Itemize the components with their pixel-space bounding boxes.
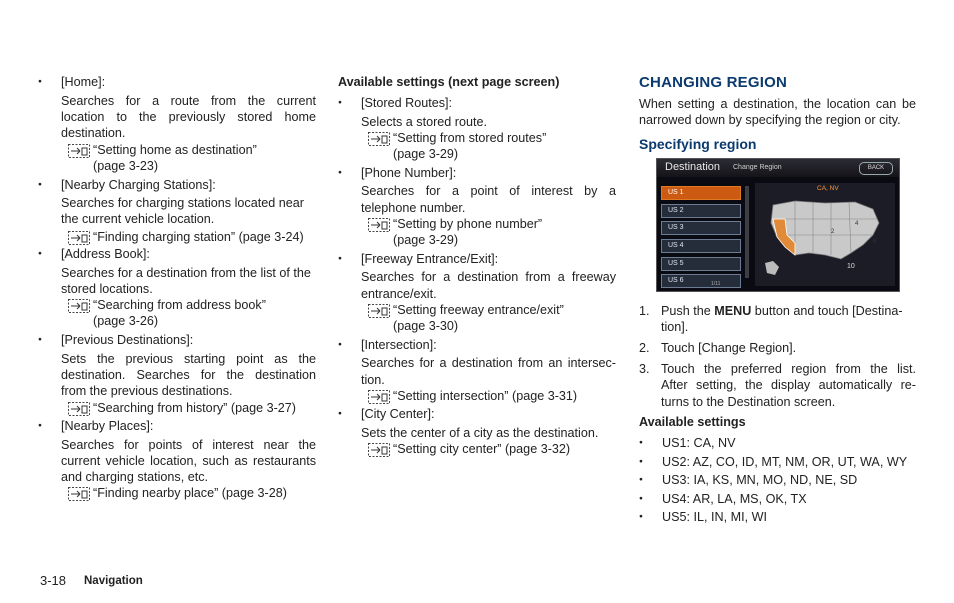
hand-pointer-icon: [68, 402, 90, 416]
item-desc: tion.: [361, 373, 385, 387]
subsection-title: Specifying region: [639, 136, 757, 152]
reference[interactable]: [38, 485, 316, 501]
step-text: Touch the preferred region from the list.: [661, 362, 916, 376]
step-number: 3.: [639, 362, 650, 376]
bullet-previous-destinations: [38, 332, 316, 348]
scrollbar[interactable]: [745, 186, 749, 278]
section-heading: Available settings (next page screen): [338, 75, 560, 89]
us-map-graphic: [755, 183, 895, 286]
region-item-us2[interactable]: US 2: [661, 204, 741, 218]
item-desc: Searches for a destination from the list of the: [61, 266, 311, 280]
item-desc: Sets the center of a city as the destination.: [361, 426, 599, 440]
reference-page: (page 3-29): [393, 147, 459, 161]
item-desc: Searches for a route from the current: [61, 94, 316, 108]
item-label: [Stored Routes]:: [361, 96, 453, 110]
bullet-intersection: [338, 337, 616, 353]
item-desc: and charging stations, etc.: [61, 470, 209, 484]
map-number: 10: [847, 263, 855, 270]
hand-pointer-icon: [368, 443, 390, 457]
reference[interactable]: [338, 130, 616, 162]
item-label: [Phone Number]:: [361, 166, 457, 180]
region-item-us5[interactable]: US 5: [661, 257, 741, 271]
reference[interactable]: [38, 400, 316, 416]
item-desc: Searches for points of interest near the: [61, 438, 316, 452]
reference-page: (page 3-26): [93, 314, 159, 328]
item-desc: Searches for a point of interest by a: [361, 184, 616, 198]
step-text: Touch [Change Region].: [661, 341, 797, 355]
map-number: 2: [831, 229, 835, 235]
bullet-phone-number: [338, 165, 616, 181]
step-line: After setting, the display automatically re-: [661, 378, 916, 392]
bullet-stored-routes: [338, 95, 616, 111]
step-text: button and touch [Destina-: [751, 304, 903, 318]
region-item-us4[interactable]: US 4: [661, 239, 741, 253]
us-map: [755, 183, 895, 286]
reference[interactable]: [38, 142, 316, 174]
step: [639, 340, 916, 356]
item-desc: telephone number.: [361, 201, 466, 215]
reference[interactable]: [338, 388, 616, 404]
item-desc: Selects a stored route.: [361, 115, 488, 129]
region-item-us6[interactable]: US 6: [661, 274, 741, 288]
item-desc: destination. Searches for the destination: [61, 368, 316, 382]
bullet-freeway: [338, 251, 616, 267]
reference-title: “Setting by phone number”: [393, 217, 543, 231]
selected-region-label: CA, NV: [817, 185, 839, 192]
item-label: [Intersection]:: [361, 338, 437, 352]
hand-pointer-icon: [368, 390, 390, 404]
step-text: Push the: [661, 304, 715, 318]
region-item-us3[interactable]: US 3: [661, 221, 741, 235]
reference-title: “Finding nearby place” (page 3-28): [93, 486, 287, 500]
item-desc: entrance/exit.: [361, 287, 437, 301]
bullet-home: [38, 74, 316, 90]
screen-title: Destination: [665, 161, 721, 173]
setting-item: ● US5: IL, IN, MI, WI: [639, 509, 916, 525]
intro-text: When setting a destination, the location can be: [639, 97, 916, 111]
hand-pointer-icon: [68, 144, 90, 158]
reference[interactable]: [338, 302, 616, 334]
item-desc: from the previous destinations.: [61, 384, 233, 398]
hand-pointer-icon: [368, 132, 390, 146]
reference-page: (page 3-23): [93, 159, 159, 173]
item-desc: Searches for a destination from a freeway: [361, 270, 616, 284]
item-desc: the current vehicle location.: [61, 212, 215, 226]
item-desc: stored locations.: [61, 282, 153, 296]
reference[interactable]: [38, 229, 316, 245]
item-label: [Home]:: [61, 75, 106, 89]
reference[interactable]: [338, 216, 616, 248]
step: [639, 361, 916, 377]
item-label: [Nearby Charging Stations]:: [61, 178, 216, 192]
step-number: 2.: [639, 341, 650, 355]
screen-subtitle: Change Region: [733, 164, 782, 171]
page-indicator: 1/11: [711, 281, 721, 287]
hand-pointer-icon: [68, 231, 90, 245]
step-number: 1.: [639, 304, 650, 318]
setting-item: ● US1: CA, NV: [639, 435, 916, 451]
section-name: Navigation: [84, 575, 143, 587]
step-bold: MENU: [714, 304, 752, 318]
region-list: [661, 186, 741, 292]
reference-title: “Setting intersection” (page 3-31): [393, 389, 578, 403]
region-item-us1[interactable]: US 1: [661, 186, 741, 200]
bullet-address-book: [38, 246, 316, 262]
item-label: [Previous Destinations]:: [61, 333, 194, 347]
hand-pointer-icon: [368, 304, 390, 318]
item-label: [Nearby Places]:: [61, 419, 154, 433]
step-line: tion].: [661, 320, 689, 334]
back-button[interactable]: BACK: [859, 162, 893, 175]
setting-item: ● US2: AZ, CO, ID, MT, NM, OR, UT, WA, WY: [639, 454, 916, 470]
item-label: [Freeway Entrance/Exit]:: [361, 252, 499, 266]
step-line: turns to the Destination screen.: [661, 395, 836, 409]
section-title: CHANGING REGION: [639, 74, 788, 91]
reference-page: (page 3-30): [393, 319, 459, 333]
reference[interactable]: [338, 441, 616, 457]
intro-text: narrowed down by specifying the region or city.: [639, 113, 901, 127]
item-label: [City Center]:: [361, 407, 435, 421]
settings-heading: Available settings: [639, 415, 746, 429]
hand-pointer-icon: [368, 218, 390, 232]
reference-title: “Setting freeway entrance/exit”: [393, 303, 564, 317]
reference-title: “Setting home as destination”: [93, 143, 257, 157]
map-number: 8: [873, 239, 877, 245]
bullet-nearby-charging: [38, 177, 316, 193]
step: [639, 303, 916, 319]
reference[interactable]: [38, 297, 316, 329]
setting-item: ● US4: AR, LA, MS, OK, TX: [639, 491, 916, 507]
bullet-nearby-places: [38, 418, 316, 434]
item-label: [Address Book]:: [61, 247, 150, 261]
bullet-city-center: [338, 406, 616, 422]
setting-item: ● US3: IA, KS, MN, MO, ND, NE, SD: [639, 472, 916, 488]
change-region-screenshot: [656, 158, 900, 292]
item-desc: Sets the previous starting point as the: [61, 352, 316, 366]
hand-pointer-icon: [68, 487, 90, 501]
hand-pointer-icon: [68, 299, 90, 313]
reference-title: “Searching from address book”: [93, 298, 266, 312]
item-desc: Searches for charging stations located near: [61, 196, 304, 210]
item-desc: location to the previously stored home: [61, 110, 316, 124]
page-number: 3-18: [40, 573, 67, 588]
reference-title: “Searching from history” (page 3-27): [93, 401, 296, 415]
item-desc: current vehicle location, such as restaurants: [61, 454, 316, 468]
item-desc: destination.: [61, 126, 126, 140]
reference-page: (page 3-29): [393, 233, 459, 247]
reference-title: “Setting city center” (page 3-32): [393, 442, 571, 456]
item-desc: Searches for a destination from an intersec-: [361, 356, 616, 370]
map-number: 4: [855, 221, 859, 227]
reference-title: “Setting from stored routes”: [393, 131, 547, 145]
reference-title: “Finding charging station” (page 3-24): [93, 230, 304, 244]
